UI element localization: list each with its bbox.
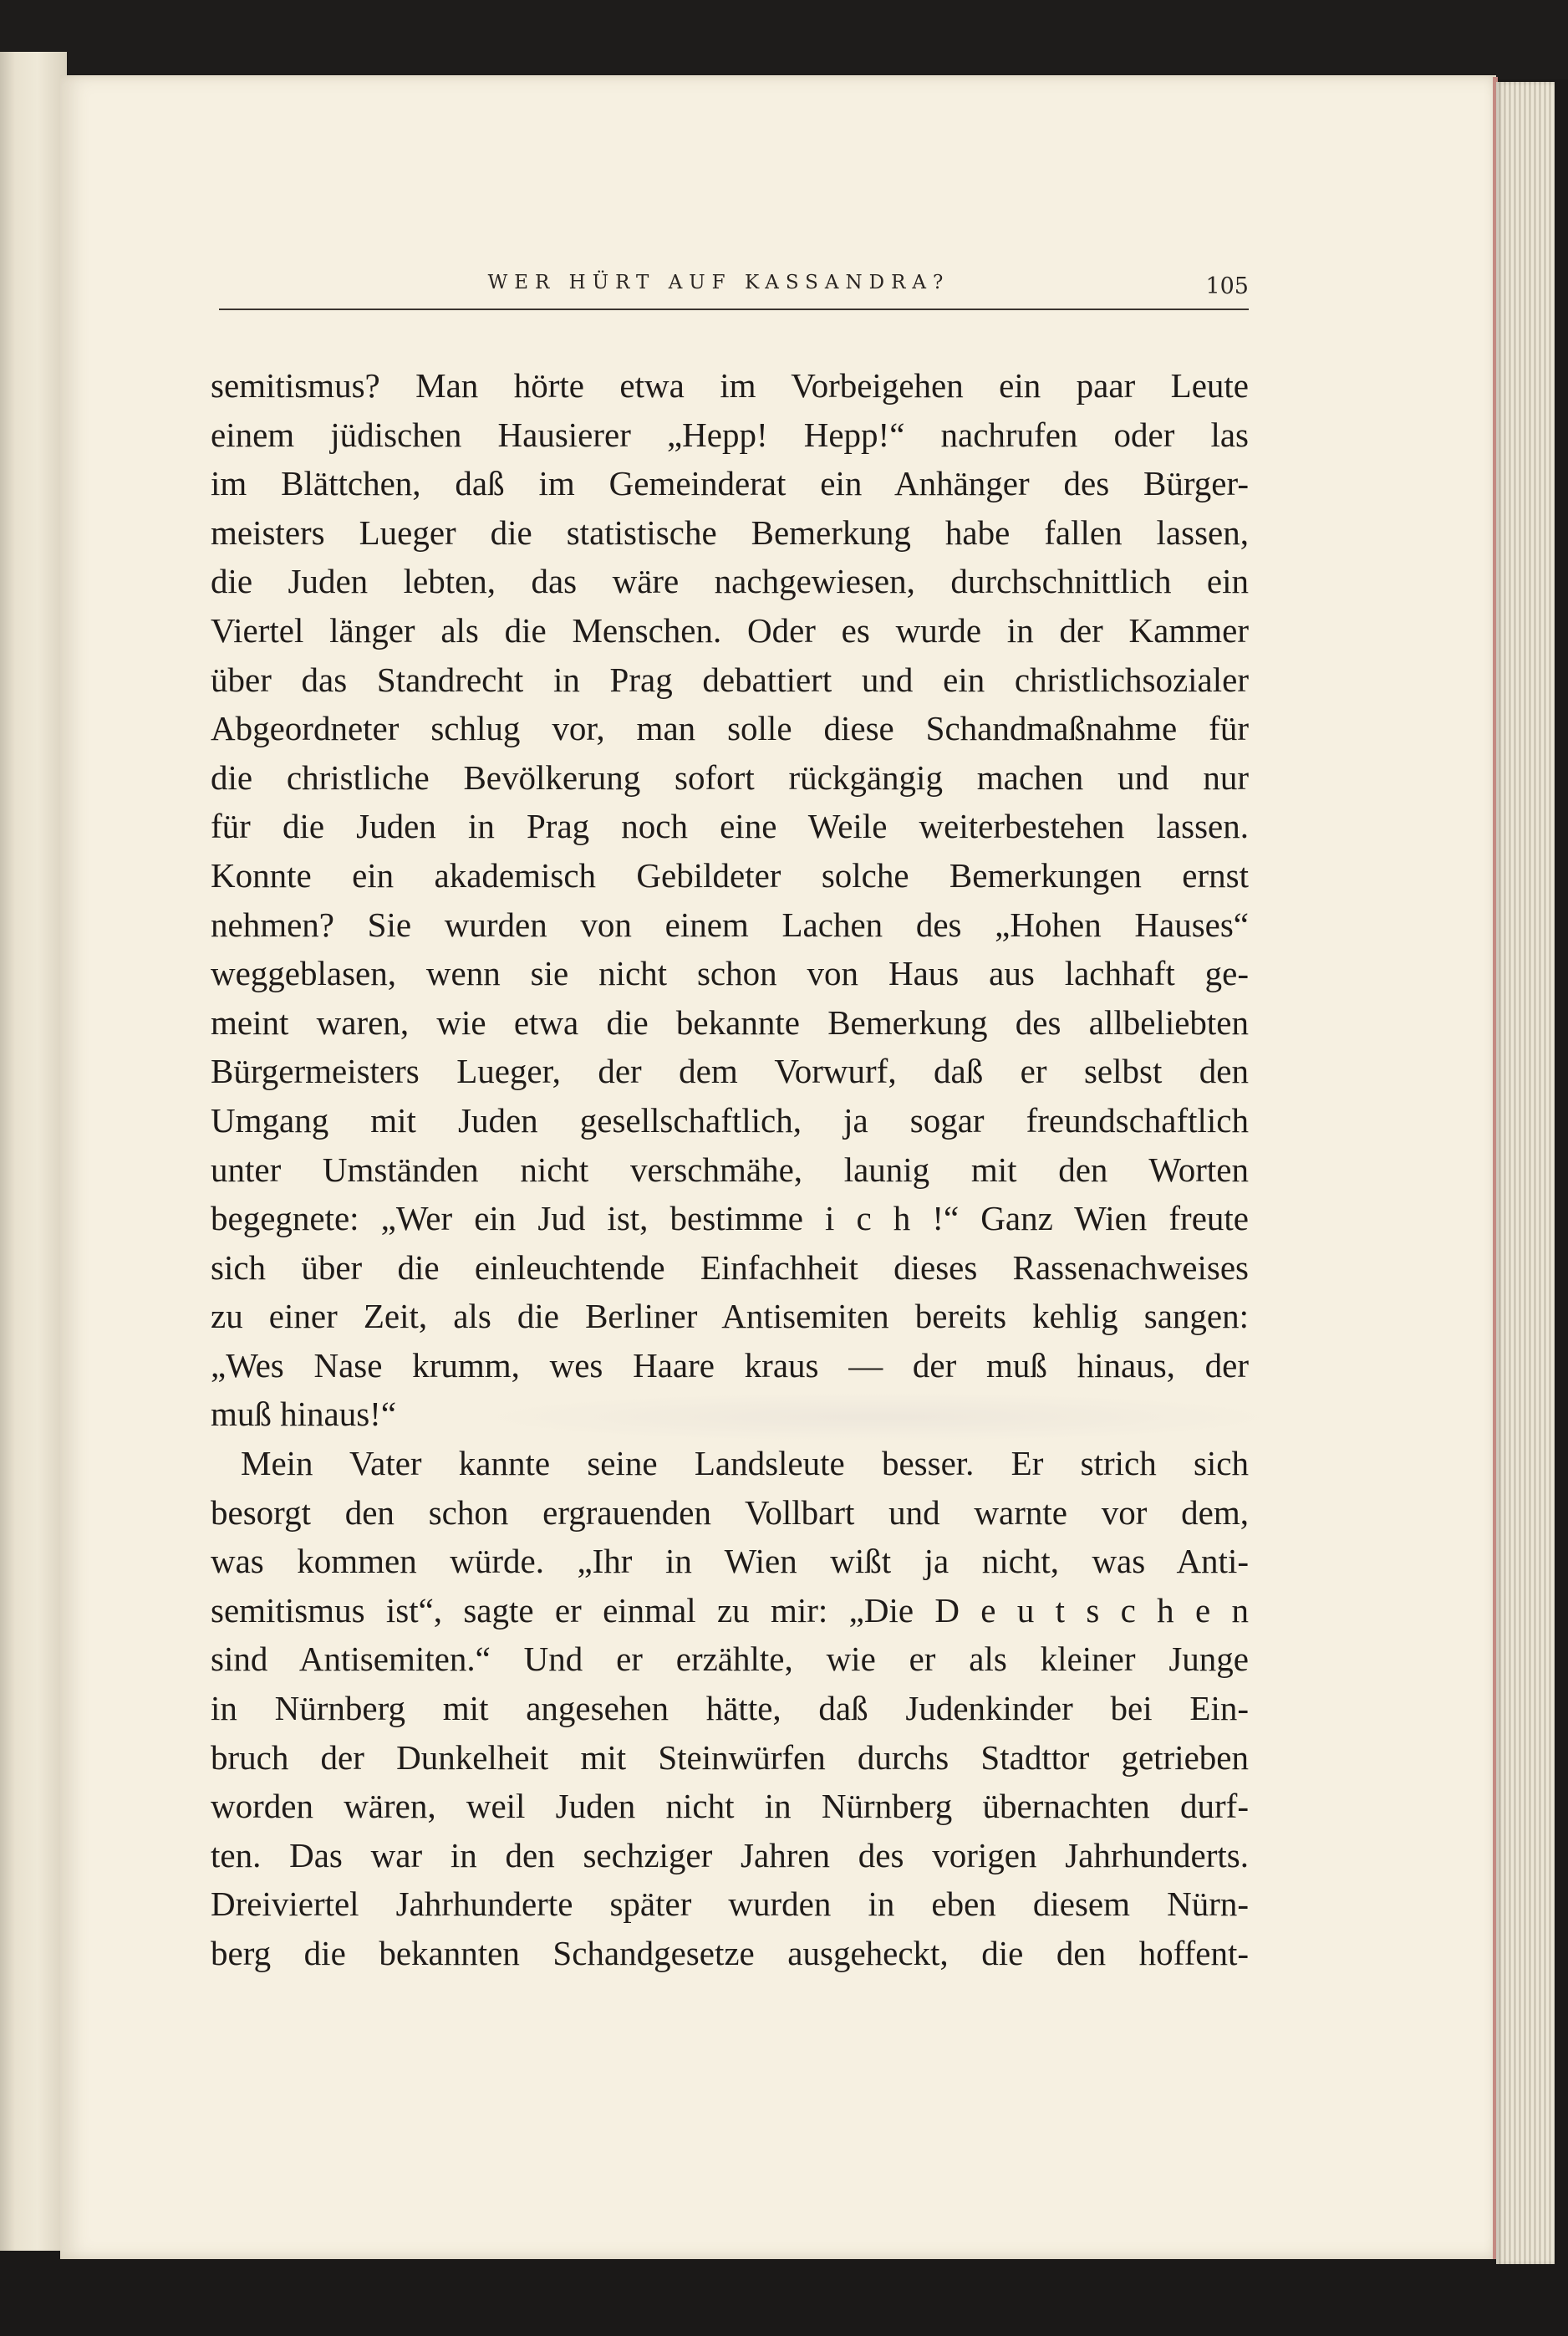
left-page-edge [0, 52, 67, 2251]
text-line: besorgt den schon ergrauenden Vollbart und warnte vor dem, [211, 1492, 1249, 1532]
text-line: „Wes Nase krumm, wes Haare kraus — der muß hinaus, der [211, 1345, 1249, 1385]
text-line: Umgang mit Juden gesellschaftlich, ja sogar freundschaftlich [211, 1100, 1249, 1140]
text-line: nehmen? Sie wurden von einem Lachen des „Hohen Hauses“ [211, 905, 1249, 944]
text-line: zu einer Zeit, als die Berliner Antisemiten bereits kehlig sangen: [211, 1297, 1249, 1336]
text-line: weggeblasen, wenn sie nicht schon von Haus aus lachhaft ge- [211, 954, 1249, 993]
text-line: bruch der Dunkelheit mit Steinwürfen durchs Stadttor getrieben [211, 1737, 1249, 1777]
text-line: sich über die einleuchtende Einfachheit dieses Rassenachweises [211, 1247, 1249, 1287]
text-line: die Juden lebten, das wäre nachgewiesen, durchschnittlich ein [211, 562, 1249, 601]
book-binding-shadow [0, 0, 1568, 79]
text-line: Konnte ein akademisch Gebildeter solche Bemerkungen ernst [211, 855, 1249, 895]
text-line: Abgeordneter schlug vor, man solle diese Schandmaßnahme für [211, 709, 1249, 748]
text-line: einem jüdischen Hausierer „Hepp! Hepp!“ nachrufen oder las [211, 415, 1249, 454]
text-line: meint waren, wie etwa die bekannte Bemerkung des allbeliebten [211, 1002, 1249, 1042]
text-line: die christliche Bevölkerung sofort rückgängig machen und nur [211, 757, 1249, 797]
text-line: Bürgermeisters Lueger, der dem Vorwurf, daß er selbst den [211, 1052, 1249, 1091]
text-line: Viertel länger als die Menschen. Oder es wurde in der Kammer [211, 610, 1249, 650]
text-line: Dreiviertel Jahrhunderte später wurden in eben diesem Nürn- [211, 1885, 1249, 1924]
text-line: worden wären, weil Juden nicht in Nürnberg übernachten durf- [211, 1787, 1249, 1826]
text-line: sind Antisemiten.“ Und er erzählte, wie er als kleiner Junge [211, 1640, 1249, 1679]
text-line: für die Juden in Prag noch eine Weile weiterbestehen lassen. [211, 807, 1249, 846]
page-number: 105 [1205, 273, 1249, 299]
text-line: was kommen würde. „Ihr in Wien wißt ja nicht, was Anti- [211, 1542, 1249, 1581]
text-line: unter Umständen nicht verschmähe, launig mit den Worten [211, 1150, 1249, 1189]
header-rule [219, 309, 1249, 310]
body-text [211, 361, 1249, 1978]
running-head [219, 272, 1249, 322]
text-line: semitismus ist“, sagte er einmal zu mir: „Die D e u t s c h e n [211, 1590, 1249, 1630]
paragraph-end-line: muß hinaus!“ [211, 1395, 397, 1434]
paragraph-start-line: Mein Vater kannte seine Landsleute besser. Er strich sich [241, 1444, 1249, 1483]
text-line: über das Standrecht in Prag debattiert und ein christlichsozialer [211, 660, 1249, 699]
text-line: begegnete: „Wer ein Jud ist, bestimme i c h !“ Ganz Wien freute [211, 1199, 1249, 1238]
text-line: meisters Lueger die statistische Bemerkung habe fallen lassen, [211, 513, 1249, 552]
text-line: semitismus? Man hörte etwa im Vorbeigehen ein paar Leute [211, 366, 1249, 405]
text-line: berg die bekannten Schandgesetze ausgeheckt, die den hoffent- [211, 1934, 1249, 1972]
fore-edge-stack [1496, 82, 1555, 2264]
text-line: ten. Das war in den sechziger Jahren des vorigen Jahrhunderts. [211, 1835, 1249, 1874]
text-line: im Blättchen, daß im Gemeinderat ein Anhänger des Bürger- [211, 464, 1249, 503]
running-title: WER HÜRT AUF KASSANDRA? [487, 272, 950, 293]
text-line: in Nürnberg mit angesehen hätte, daß Judenkinder bei Ein- [211, 1689, 1249, 1728]
